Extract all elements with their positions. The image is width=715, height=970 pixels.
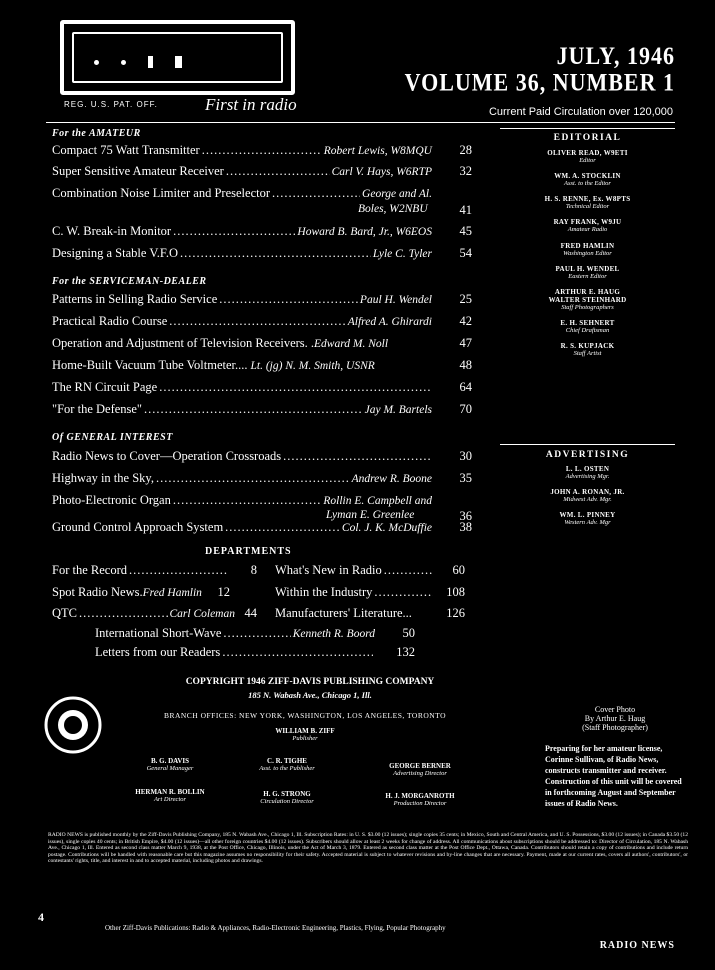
section-heading-amateur: For the AMATEUR [52, 128, 141, 139]
tagline: First in radio [205, 95, 297, 114]
publisher-seal-icon [42, 694, 104, 756]
sidebar-rule [500, 128, 675, 129]
toc-entry[interactable]: Practical Radio Course ..... Alfred A. Ghirardi 42 [52, 314, 472, 329]
staff-credit: H. G. STRONG Circulation Director [260, 790, 314, 805]
page-number: 4 [38, 910, 44, 924]
section-heading-serviceman: For the SERVICEMAN-DEALER [52, 276, 207, 287]
staff-credit: B. G. DAVIS General Manager [146, 757, 194, 772]
staff-credit: HERMAN R. BOLLIN Art Director [135, 788, 205, 803]
toc-entry[interactable]: Ground Control Approach System ..... Col. J. K. McDuffie 38 [52, 520, 472, 535]
department-entry[interactable]: International Short-Wave ..... Kenneth R. Boord 50 [95, 626, 415, 641]
editorial-staff: EDITORIAL OLIVER READ, W9ETI Editor WM. A. STOCKLIN Asst. to the Editor H. S. RENNE, Ex. W8PTS Technical Editor RAY FRANK, W9JU Amateur Radio FRED HAMLIN Washington Editor PAUL H. WENDEL Eastern Editor ARTHUR E. HAUG WALTER STEINHARD Staff Photographers E. H. SEHNERT Chief Draftsman R. S. KUPJACK Staff Artist [544, 133, 631, 357]
masthead-rule [46, 122, 675, 123]
publisher-name: WILLIAM B. ZIFF Publisher [275, 727, 335, 742]
copyright-line: COPYRIGHT 1946 ZIFF-DAVIS PUBLISHING COMPANY [185, 677, 435, 687]
toc-entry[interactable]: Highway in the Sky, ..... Andrew R. Boone 35 [52, 471, 472, 486]
staff-credit: GEORGE BERNER Advertising Director [389, 762, 451, 777]
toc-entry[interactable]: Home-Built Vacuum Tube Voltmeter.... Lt. (jg) N. M. Smith, USNR 48 [52, 358, 472, 372]
staff-credit: H. J. MORGANROTH Production Director [385, 792, 455, 807]
toc-entry[interactable]: Patterns in Selling Radio Service ..... Paul H. Wendel 25 [52, 292, 472, 307]
cover-credit: Cover Photo By Arthur E. Haug (Staff Photographer) [582, 705, 648, 732]
department-entry[interactable]: For the Record ..... 8 [52, 563, 257, 578]
toc-entry[interactable]: Operation and Adjustment of Television Receivers. . Edward M. Noll 47 [52, 336, 472, 350]
department-entry[interactable]: Letters from our Readers ..... 132 [95, 645, 415, 660]
trademark-note: REG. U.S. PAT. OFF. [64, 100, 158, 109]
department-entry[interactable]: Manufacturers' Literature... 126 [275, 606, 465, 620]
department-entry[interactable]: What's New in Radio ..... 60 [275, 563, 465, 578]
issue-date: JULY, 1946 VOLUME 36, NUMBER 1 [404, 40, 675, 97]
toc-entry[interactable]: Photo-Electronic Organ ..... Rollin E. Campbell and [52, 493, 472, 508]
toc-entry[interactable]: "For the Defense" ..... Jay M. Bartels 70 [52, 402, 472, 417]
sidebar-rule [500, 444, 675, 445]
department-entry[interactable]: Within the Industry ..... 108 [275, 585, 465, 600]
department-entry[interactable]: Spot Radio News. Fred Hamlin 12 [52, 585, 230, 599]
toc-entry-continued: Lyman E. Greenlee 36 [326, 509, 472, 523]
circulation-note: Current Paid Circulation over 120,000 [488, 106, 673, 118]
toc-entry-continued: Boles, W2NBU 41 [358, 203, 472, 217]
staff-credit: C. R. TIGHE Asst. to the Publisher [259, 757, 315, 772]
toc-entry[interactable]: C. W. Break-in Monitor ..... Howard B. Bard, Jr., W6EOS 45 [52, 224, 472, 239]
publisher-address: 185 N. Wabash Ave., Chicago 1, Ill. [248, 690, 372, 700]
footer-magazine-name: RADIO NEWS [599, 940, 675, 951]
cover-caption: Preparing for her amateur license, Corinne Sullivan, of Radio News, constructs transmitter and receiver. Construction of this unit will be covered in forthcoming August and September issues of Radio News. [545, 744, 682, 808]
toc-entry[interactable]: The RN Circuit Page ..... 64 [52, 380, 472, 395]
department-entry[interactable]: QTC ..... Carl Coleman 44 [52, 606, 257, 621]
masthead-logo [60, 20, 295, 95]
toc-entry[interactable]: Super Sensitive Amateur Receiver ..... Carl V. Hays, W6RTP 32 [52, 164, 472, 179]
other-publications: Other Ziff-Davis Publications: Radio & Appliances, Radio-Electronic Engineering, Plastics, Flying, Popular Photography [105, 924, 446, 932]
toc-entry[interactable]: Designing a Stable V.F.O ..... Lyle C. Tyler 54 [52, 246, 472, 261]
toc-entry[interactable]: Compact 75 Watt Transmitter ..... Robert Lewis, W8MQU 28 [52, 143, 472, 158]
section-heading-general: Of GENERAL INTEREST [52, 432, 173, 443]
branch-offices: BRANCH OFFICES: NEW YORK, WASHINGTON, LOS ANGELES, TORONTO [163, 711, 447, 720]
advertising-staff: ADVERTISING L. L. OSTEN Advertising Mgr. JOHN A. RONAN, JR. Midwest Adv. Mgr. WM. L. PINNEY Western Adv. Mgr [545, 450, 630, 526]
publication-notice: RADIO NEWS is published monthly by the Ziff-Davis Publishing Company, 185 N. Wabash Ave., Chicago 1, Ill. Subscription Rates: in U. S. $3.00 (12 issues); single copies 35 cents; in Mexico, South and Central America, and U. S. Possessions, $3.00 (12 issues); in Canada $3.50 (12 issues), single copies 40 cents; in British Empire, $4.00 (12 issues)—all other foreign countries $4.00 (12 issues). Subscribers should allow at least 2 weeks for change of address. All communications about subscriptions should be addressed to: Director of Circulation, 185 N. Wabash Ave., Chicago 1, Ill. Entered as second class matter March 9, 1938, at the Post Office, Chicago, Illinois, under the Act of March 3, 1879. Entered as second class matter at the Post Office Dept., Ottawa, Canada. Contributors should retain a copy of contributions and include return postage. Contributions will be handled with reasonable care but this magazine assumes no responsibility for their safety. Accepted material is subject to whatever revisions and by-line changes that are necessary. Payment, made at our current rates, covers all authors', contributors', or contestants' rights, title, and interest in and to accepted material, including photos and drawings. [48, 832, 688, 865]
departments-heading: DEPARTMENTS [205, 546, 292, 557]
toc-entry[interactable]: Radio News to Cover—Operation Crossroads ..... 30 [52, 449, 472, 464]
toc-entry[interactable]: Combination Noise Limiter and Preselector ..... George and Al. [52, 186, 472, 201]
